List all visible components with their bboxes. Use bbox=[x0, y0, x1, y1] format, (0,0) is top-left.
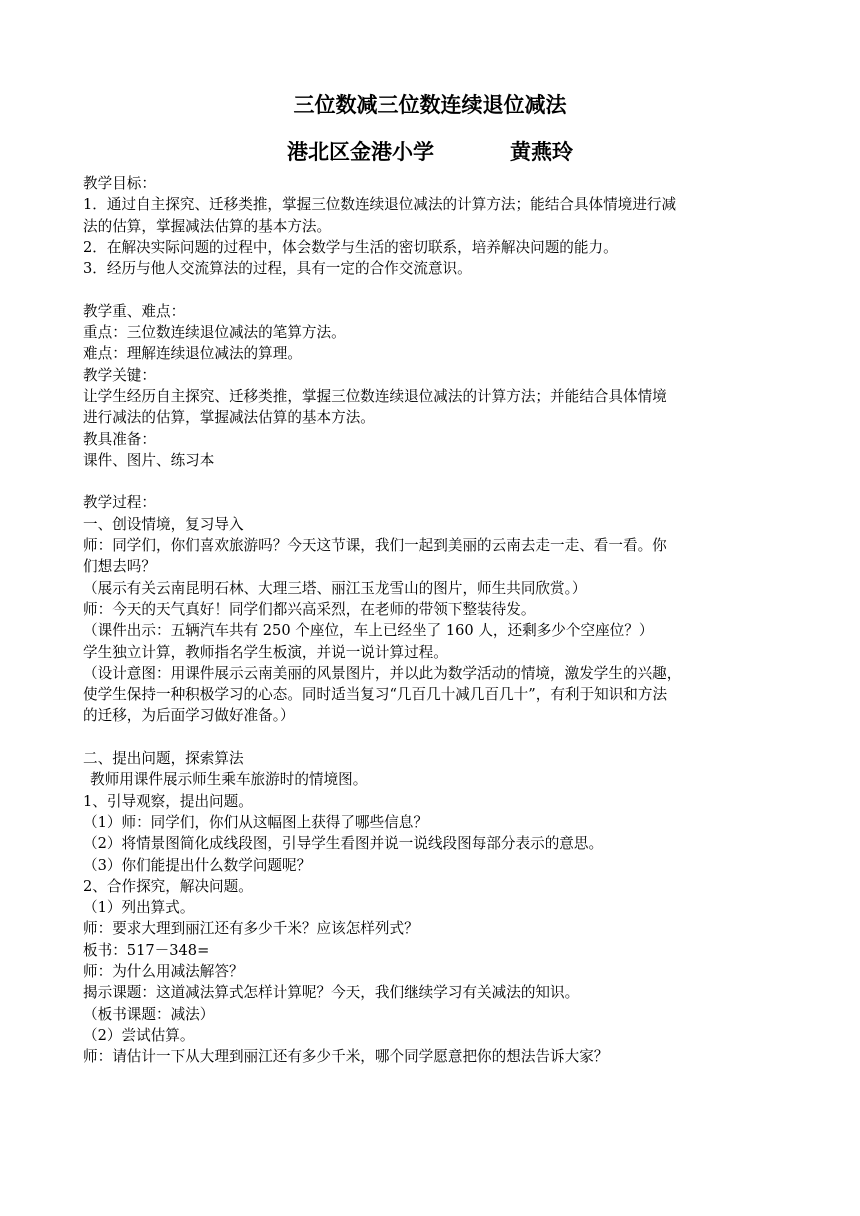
text-line: 板书：517－348= bbox=[83, 941, 210, 959]
text-line: （1）师：同学们，你们从这幅图上获得了哪些信息？ bbox=[83, 813, 428, 831]
text-line: 3．经历与他人交流算法的过程，具有一定的合作交流意识。 bbox=[83, 260, 472, 278]
text-line: 使学生保持一种积极学习的心态。同时适当复习“几百几十减几百几十”，有利于知识和方法 bbox=[83, 686, 668, 704]
text-line: 2、合作探究，解决问题。 bbox=[83, 877, 253, 895]
blank-line bbox=[83, 471, 783, 492]
author-line bbox=[0, 139, 860, 165]
text-line: 揭示课题：这道减法算式怎样计算呢？今天，我们继续学习有关减法的知识。 bbox=[83, 984, 580, 1002]
document-title: 三位数减三位数连续退位减法 bbox=[293, 92, 567, 117]
text-line: （2）将情景图简化成线段图，引导学生看图并说一说线段图每部分表示的意思。 bbox=[83, 835, 604, 853]
text-line: 们想去吗？ bbox=[83, 558, 156, 576]
text-line: （展示有关云南昆明石林、大理三塔、丽江玉龙雪山的图片，师生共同欣赏。） bbox=[83, 579, 587, 597]
text-line: 2．在解决实际问题的过程中，体会数学与生活的密切联系，培养解决问题的能力。 bbox=[83, 238, 618, 256]
text-line: 1．通过自主探究、迁移类推，掌握三位数连续退位减法的计算方法；能结合具体情境进行减 bbox=[83, 196, 677, 214]
text-line: 的迁移，为后面学习做好准备。） bbox=[83, 707, 295, 725]
text-line: 进行减法的估算，掌握减法估算的基本方法。 bbox=[83, 409, 375, 427]
blank-line bbox=[83, 279, 783, 300]
blank-line bbox=[83, 727, 783, 748]
text-line: 师：同学们，你们喜欢旅游吗？今天这节课，我们一起到美丽的云南去走一走、看一看。你 bbox=[83, 537, 667, 555]
text-line: 教师用课件展示师生乘车旅游时的情境图。 bbox=[90, 771, 368, 789]
text-line: （2）尝试估算。 bbox=[83, 1026, 195, 1044]
author-name: 黄燕玲 bbox=[510, 139, 573, 164]
text-line: 难点：理解连续退位减法的算理。 bbox=[83, 345, 302, 363]
text-line: 教学过程： bbox=[83, 494, 156, 512]
text-line: 让学生经历自主探究、迁移类推，掌握三位数连续退位减法的计算方法；并能结合具体情境 bbox=[83, 387, 667, 405]
text-line: 法的估算，掌握减法估算的基本方法。 bbox=[83, 217, 332, 235]
text-line: 1、引导观察，提出问题。 bbox=[83, 792, 253, 810]
school-name: 港北区金港小学 bbox=[287, 139, 434, 164]
text-line: 学生独立计算，教师指名学生板演，并说一说计算过程。 bbox=[83, 643, 448, 661]
text-line: （板书课题：减法） bbox=[83, 1005, 215, 1023]
text-line: 师：今天的天气真好！同学们都兴高采烈，在老师的带领下整装待发。 bbox=[83, 600, 536, 618]
text-line: 一、创设情境，复习导入 bbox=[83, 515, 244, 533]
text-line: 教学目标： bbox=[83, 175, 156, 192]
text-line: 教学重、难点： bbox=[83, 302, 186, 320]
text-line: 师：请估计一下从大理到丽江还有多少千米，哪个同学愿意把你的想法告诉大家？ bbox=[83, 1048, 609, 1066]
text-line: （3）你们能提出什么数学问题呢？ bbox=[83, 856, 312, 874]
text-line: 重点：三位数连续退位减法的笔算方法。 bbox=[83, 324, 346, 342]
text-line: 师：要求大理到丽江还有多少千米？应该怎样列式？ bbox=[83, 920, 419, 938]
text-line: （1）列出算式。 bbox=[83, 899, 195, 917]
text-line: 教具准备： bbox=[83, 430, 156, 448]
text-line: 二、提出问题，探索算法 bbox=[83, 750, 244, 768]
text-line: （课件出示：五辆汽车共有 250 个座位，车上已经坐了 160 人，还剩多少个空座位？） bbox=[83, 622, 654, 640]
text-line: （设计意图：用课件展示云南美丽的风景图片，并以此为数学活动的情境，激发学生的兴趣， bbox=[83, 664, 682, 682]
document-body bbox=[83, 173, 783, 1067]
text-line: 课件、图片、练习本 bbox=[83, 451, 215, 469]
text-line: 教学关键： bbox=[83, 366, 156, 384]
text-line: 师：为什么用减法解答？ bbox=[83, 962, 244, 980]
